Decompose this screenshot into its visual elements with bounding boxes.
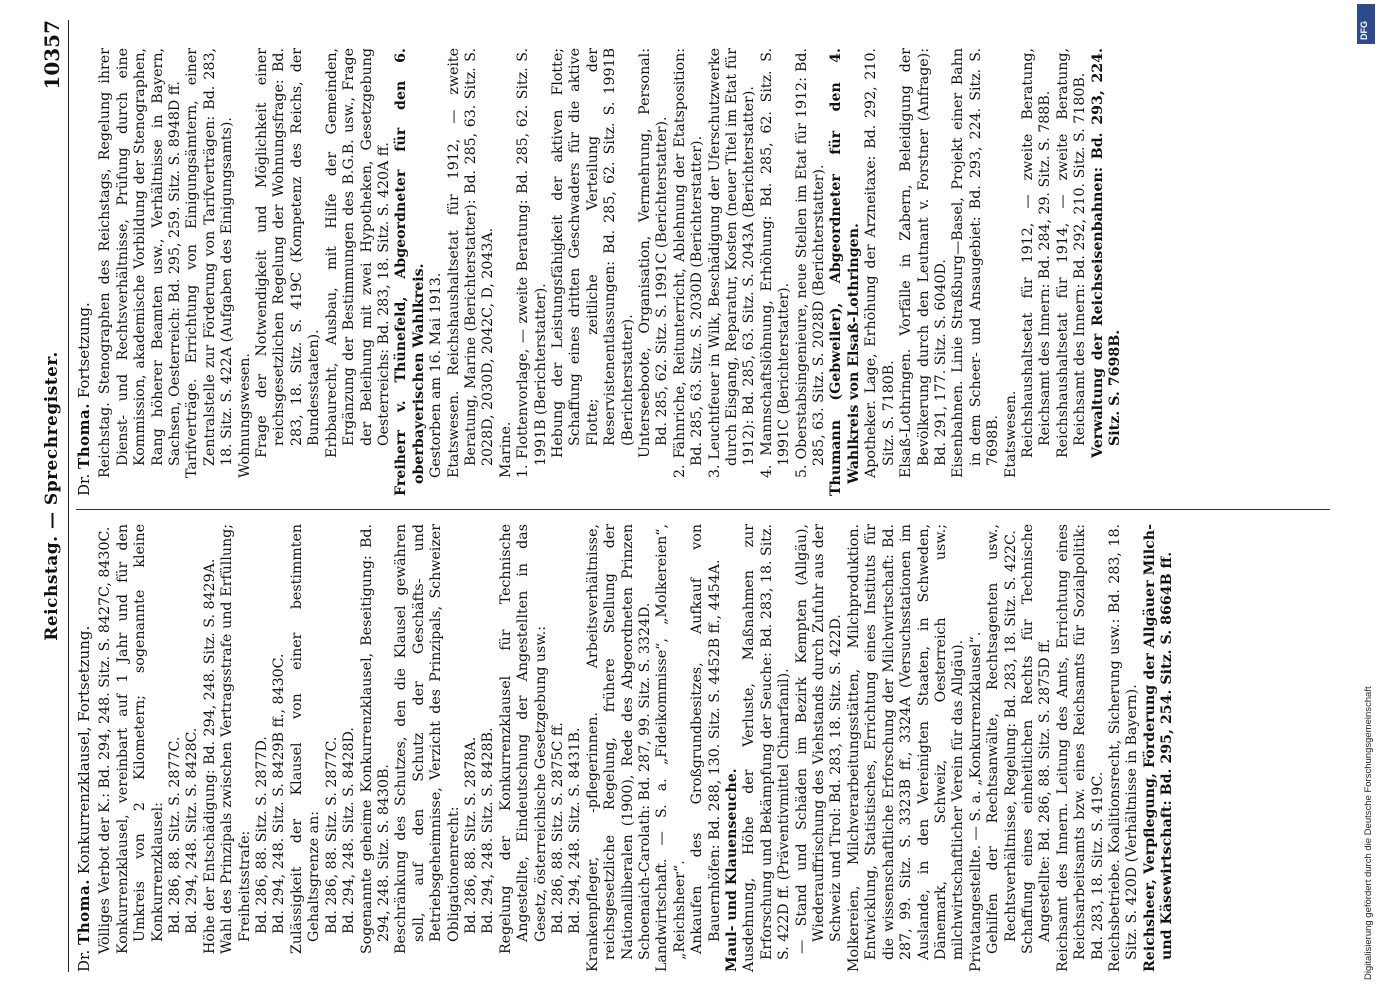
list-item: Molkereien, Milchverarbeitungsstätten, Milchproduktion. Entwicklung, Statistisches, Errichtung eines Instituts für die wissenschaftliche Erforschung der Milchwirtschaft: Bd. 287, 99. Sitz. S. 3323B ff., 3324A (Versuchsstationen im Auslande, in den Vereinigten Staaten, in Schweden, Dänemark, Schweiz, Oesterreich usw.; milchwirtschaftlicher Verein für das Allgäu).: [845, 524, 967, 972]
list-item: Bd. 286, 88. Sitz. S. 2877C.: [323, 736, 340, 934]
list-item: — Stand und Schäden im Bezirk Kempten (Allgäu), Wiederauffrischung des Viehstands durch Zufuhr aus der Schweiz und Tirol: Bd. 283, 18. Sitz. S. 422D.: [793, 524, 845, 954]
right-column-heading: [76, 48, 93, 496]
digitization-sidebar: [1357, 0, 1379, 1000]
list-item: Bd. 294, 248. Sitz. S. 8428C.: [184, 727, 201, 934]
list-item: Apotheker. Lage, Erhöhung der Arzneitaxe: Bd. 292, 210. Sitz. S. 7180B.: [863, 48, 897, 478]
list-item: Reichsamt des Innern. Leitung des Amts, Errichtung eines Reichsarbeitsamts bzw. eines Reichsamts für Sozialpolitik: Bd. 283, 18. Sitz. S. 419C.: [1054, 524, 1106, 972]
list-item: Sogenannte geheime Konkurrenzklausel, Beseitigung: Bd. 294, 248. Sitz. S. 8430B.: [358, 524, 392, 954]
list-item: 3. Leuchtfeuer in Wilk, Beschädigung der Uferschutzwerke durch Eisgang, Reparatur, Kosten (neuer Titel im Etat für 1912): Bd. 285, 63. Sitz. S. 2043A (Berichterstatter).: [706, 48, 758, 478]
list-item: Bd. 286, 88. Sitz. S. 2878A.: [462, 736, 479, 934]
list-item: Landwirtschaft. — S. a. „Fideikommisse“, „Molkereien“, „Reichsheer“.: [654, 524, 688, 972]
list-item: 1. Flottenvorlage, — zweite Beratung: Bd. 285, 62. Sitz. S. 1991B (Berichterstatter).: [515, 48, 549, 478]
list-item: Maul- und Klauenseuche.: [724, 768, 741, 972]
list-item: Bd. 294, 248. Sitz. S. 8428B.: [480, 727, 497, 934]
list-item: Eisenbahnen. Linie Straßburg—Basel, Projekt einer Bahn in dem Scheer- und Ansaugebiet: Bd. 293, 224. Sitz. S. 7698B.: [950, 48, 1002, 478]
list-item: 4. Mannschaftslöhnung, Erhöhung: Bd. 285, 62. Sitz. S. 1991C (Berichterstatter).: [758, 48, 793, 478]
list-item: Bd. 286, 88. Sitz. S. 2877C.: [167, 736, 184, 934]
list-item: Bd. 294, 248. Sitz. S. 8428D.: [341, 727, 358, 934]
list-item: Frage der Notwendigkeit und Möglichkeit einer reichsgesetzlichen Regelung der Wohnungsfrage: Bd. 283, 18. Sitz. S. 419C (Kompetenz des Reichs, der Bundesstaaten).: [254, 48, 323, 458]
list-item: Reichshaushaltsetat für 1914, — zweite Beratung, Reichsamt des Innern: Bd. 292, 210. Sitz. S. 7180B.: [1054, 48, 1089, 458]
heading-prefix: Dr.: [75, 949, 93, 972]
list-item: Bd. 286, 88. Sitz. S. 2875C ff.: [549, 722, 566, 934]
list-item: Ankaufen des Großgrundbesitzes, Aufkauf von Bauernhöfen: Bd. 288, 130. Sitz. S. 4452B ff., 4454A.: [689, 524, 723, 954]
list-item: Bd. 294, 248. Sitz. S. 8429B ff., 8430C.: [271, 653, 288, 934]
page-content: [40, 20, 1330, 972]
page-header: [40, 20, 69, 972]
list-item: 2. Fähnriche, Reitunterricht, Ablehnung der Etatsposition: Bd. 285, 63. Sitz. S. 2030D (Berichterstatter).: [671, 48, 706, 478]
left-column-heading: [76, 524, 93, 972]
list-item: Verwaltung der Reichseisenbahnen: Bd. 293, 224. Sitz. S. 7698B.: [1089, 48, 1123, 458]
right-column: [76, 48, 1330, 496]
list-item: Reichsbetriebe. Koalitionsrecht, Sicherung usw.: Bd. 283, 18. Sitz. S. 420D (Verhältnisse in Bayern).: [1106, 524, 1141, 972]
heading-name: Thoma.: [75, 403, 93, 469]
list-item: Reichstag. Stenographen des Reichstags, Regelung ihrer Dienst- und Rechtsverhältnisse, Prüfung durch eine Kommission, akademische Vorbildung der Stenographen, Rang höherer Beamten usw., Verhältnisse in Bayern, Sachsen, Oesterreich: Bd. 295, 259. Sitz. S. 8948D ff.: [97, 48, 184, 478]
heading-rest: Konkurrenzklausel, Fortsetzung.: [75, 625, 93, 875]
list-item: Erbbaurecht, Ausbau, mit Hilfe der Gemeinden, Ergänzung der Bestimmungen des B.G.B. usw., Frage der Beleihung mit zwei Hypotheken, Gesetzgebung Oesterreichs: Bd. 283, 18. Sitz. S. 420A ff.: [323, 48, 392, 458]
page-number: 10357: [40, 20, 64, 90]
list-item: Gestorben am 16. Mai 1913.: [428, 272, 445, 478]
list-item: Etatswesen.: [1002, 390, 1019, 478]
digitization-note: Digitalisierung gefördert durch die Deutsche Forschungsgemeinschaft: [1363, 686, 1374, 980]
list-item: Wahl des Prinzipals zwischen Vertragsstrafe und Erfüllung; Freiheitsstrafe:: [219, 524, 253, 954]
list-item: Regelung der Konkurrenzklausel für Technische Angestellte, Eindeutschung der Angestellten in das Gesetz, österreichische Gesetzgebung usw.:: [497, 524, 549, 954]
column-divider: [76, 509, 1330, 510]
list-item: Elsaß-Lothringen. Vorfälle in Zabern, Beleidigung der Bevölkerung durch den Leutnant v. Forstner (Anfrage): Bd. 291, 177. Sitz. S. 6040D.: [898, 48, 949, 478]
list-item: Wohnungswesen.: [236, 353, 253, 478]
list-item: Unterseeboote, Organisation, Vermehrung, Personal: Bd. 285, 62. Sitz. S. 1991C (Berichterstatter).: [637, 48, 671, 458]
list-item: Tarifverträge. Errichtung von Einigungsämtern, einer Zentralstelle zur Förderung von Tarifverträgen: Bd. 283, 18. Sitz. S. 422A (Aufgaben des Einigungsamts).: [184, 48, 236, 478]
list-item: Thumann (Gebweiler), Abgeordneter für den 4. Wahlkreis von Elsaß-Lothringen.: [828, 48, 862, 496]
list-item: Zulässigkeit der Klausel von einer bestimmten Gehaltsgrenze an:: [288, 524, 323, 954]
page-title: Reichstag. — Sprechregister.: [42, 351, 62, 641]
list-item: Konkurrenzklausel, vereinbart auf 1 Jahr und für den Umkreis von 2 Kilometern; sogenannte kleine Konkurrenzklausel:: [114, 524, 166, 954]
list-item: 5. Oberstabsingenieure, neue Stellen im Etat für 1912: Bd. 285, 63. Sitz. S. 2028D (Berichterstatter).: [793, 48, 828, 478]
left-column: [76, 524, 1330, 972]
list-item: Ausdehnung, Höhe der Verluste, Maßnahmen zur Erforschung und Bekämpfung der Seuche: Bd. 283, 18. Sitz. S. 422D ff. (Präventivmittel Chinarfanil).: [741, 524, 793, 972]
list-item: Völliges Verbot der K.: Bd. 294, 248. Sitz. S. 8427C, 8430C.: [97, 526, 114, 954]
list-item: Freiherr v. Thünefeld, Abgeordneter für den 6. oberbayerischen Wahlkreis.: [393, 48, 427, 496]
heading-rest: Fortsetzung.: [75, 302, 93, 399]
heading-name: Thoma.: [75, 879, 93, 945]
list-item: Marine.: [497, 421, 514, 478]
list-item: Gehilfen der Rechtsanwälte, Rechtsagenten usw., Rechtsverhältnisse, Regelung: Bd. 283, 18. Sitz. S. 422C.: [985, 524, 1019, 954]
list-item: Reichsheer, Verpflegung, Förderung der Allgäuer Milch- und Käsewirtschaft: Bd. 295, 254. Sitz. S. 8664B ff.: [1141, 524, 1176, 972]
list-item: Etatswesen. Reichshaushaltsetat für 1912, — zweite Beratung, Marine (Berichterstatter): Bd. 285, 63. Sitz. S. 2028D, 2030D, 2042C, D, 2043A.: [445, 48, 497, 478]
dfg-logo-icon: DFG: [1357, 4, 1375, 44]
heading-prefix: Dr.: [75, 473, 93, 496]
list-item: Schaffung eines einheitlichen Rechts für Technische Angestellte: Bd. 286, 88. Sitz. S. 2875D ff.: [1019, 524, 1054, 954]
list-item: Privatangestellte. — S. a. „Konkurrenzklausel“.: [967, 631, 984, 972]
list-item: Bd. 294, 248. Sitz. S. 8431B.: [567, 727, 584, 934]
list-item: Bd. 286, 88. Sitz. S. 2877D.: [254, 736, 271, 934]
list-item: Hebung der Leistungsfähigkeit der aktiven Flotte; Schaffung eines dritten Geschwaders für die aktive Flotte; zeitliche Verteilung der Reservistenentlassungen: Bd. 285, 62. Sitz. S. 1991B (Berichterstatter).: [549, 48, 636, 458]
list-item: Krankenpfleger, -pflegerinnen. Arbeitsverhältnisse, reichsgesetzliche Regelung, frühere Stellung der Nationalliberalen (1900), Rede des Abgeordneten Prinzen Schoenaich-Carolath: Bd. 287, 99. Sitz. S. 3324D.: [584, 524, 653, 972]
list-item: Beschränkung des Schutzes, den die Klausel gewähren soll, auf den Schutz der Geschäfts- und Betriebsgeheimnisse, Verzicht des Prinzipals, Schweizer Obligationenrecht:: [393, 524, 462, 954]
list-item: Reichshaushaltsetat für 1912, — zweite Beratung, Reichsamt des Innern: Bd. 284, 29. Sitz. S. 788B.: [1019, 48, 1054, 458]
list-item: Höhe der Entschädigung: Bd. 294, 248. Sitz. S. 8429A.: [201, 558, 218, 954]
